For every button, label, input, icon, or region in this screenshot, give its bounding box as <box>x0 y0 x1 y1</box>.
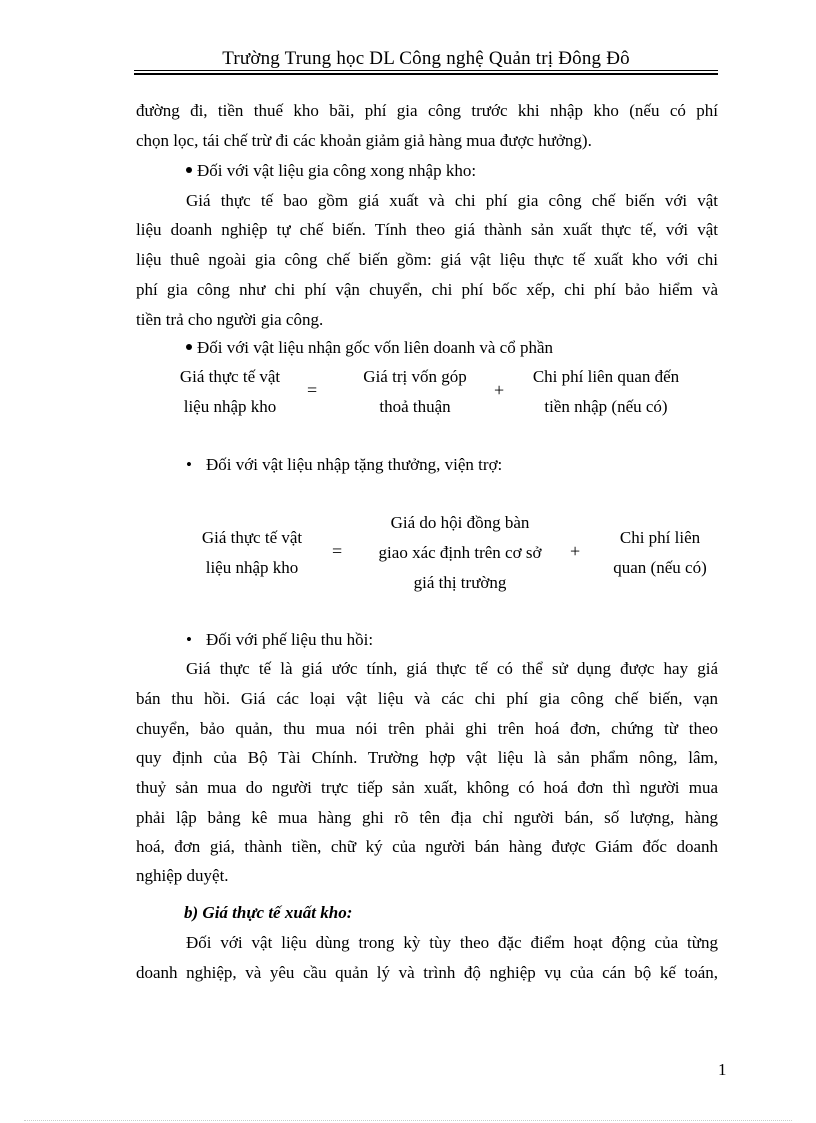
formula-text: liệu nhập kho <box>183 397 277 416</box>
formula-text: Chi phí liên <box>619 528 701 547</box>
paragraph-line: liệu doanh nghiệp tự chế biến. Tính theo giá thành sản xuất thực tế, với vật <box>136 220 718 239</box>
formula-text: Giá thực tế vật <box>179 367 281 386</box>
bullet-item-jointventure <box>186 338 553 358</box>
paragraph-line: chuyển, bảo quản, thu mua nói trên phải ghi trên hoá đơn, chứng từ theo <box>136 719 718 738</box>
bullet-text: Đối với vật liệu gia công xong nhập kho: <box>197 161 477 180</box>
formula-middle <box>340 367 490 417</box>
bullet-icon: • <box>186 630 192 649</box>
footer-rule <box>24 1120 792 1121</box>
formula-text: Giá do hội đồng bàn <box>390 513 530 532</box>
formula-right <box>595 528 725 578</box>
paragraph-line: Giá thực tế là giá ước tính, giá thực tế có thể sử dụng được hay giá <box>186 659 718 678</box>
paragraph-line: Giá thực tế bao gồm giá xuất và chi phí gia công chế biến với vật <box>186 191 718 210</box>
formula-text: thoả thuận <box>379 397 451 416</box>
formula-text: giao xác định trên cơ sở <box>378 543 542 562</box>
formula-text: quan (nếu có) <box>613 558 707 577</box>
plus-sign: + <box>570 541 581 561</box>
paragraph-line: phải lập bảng kê mua hàng ghi rõ tên địa chỉ người bán, số lượng, hàng <box>136 808 718 827</box>
equals-sign: = <box>307 380 318 400</box>
bullet-icon <box>186 167 192 173</box>
page-header: Trường Trung học DL Công nghệ Quản trị Đông Đô <box>222 48 630 69</box>
header-rule-thick <box>134 73 718 75</box>
formula-text: Chi phí liên quan đến <box>532 367 680 386</box>
page-number: 1 <box>718 1060 727 1079</box>
header-rule <box>134 70 718 71</box>
bullet-text: Đối với vật liệu nhận gốc vốn liên doanh và cổ phần <box>197 338 553 357</box>
bullet-item-scrap <box>186 630 373 650</box>
paragraph-line: hoá, đơn giá, thành tiền, chữ ký của người bán hàng được Giám đốc doanh <box>136 837 718 856</box>
bullet-icon <box>186 344 192 350</box>
formula-text: Giá trị vốn góp <box>363 367 467 386</box>
formula-text: liệu nhập kho <box>205 558 299 577</box>
bullet-item-reward <box>186 455 502 475</box>
paragraph-line: chọn lọc, tái chế trừ đi các khoản giảm giả hàng mua được hưởng). <box>136 131 592 150</box>
paragraph-line: doanh nghiệp, và yêu cầu quản lý và trình độ nghiệp vụ của cán bộ kế toán, <box>136 963 718 982</box>
formula-text: Giá thực tế vật <box>201 528 303 547</box>
formula-left <box>182 528 322 578</box>
formula-left <box>160 367 300 417</box>
equals-sign: = <box>332 541 343 561</box>
paragraph-line: tiền trả cho người gia công. <box>136 310 324 329</box>
paragraph-line: bán thu hồi. Giá các loại vật liệu và các chi phí gia công chế biến, vạn <box>136 689 718 708</box>
formula-right <box>516 367 696 417</box>
bullet-icon: • <box>186 455 192 474</box>
bullet-item-processed <box>186 161 476 181</box>
paragraph-line: thuỷ sản mua do người trực tiếp sản xuất, không có hoá đơn thì người mua <box>136 778 718 797</box>
paragraph-line: quy định của Bộ Tài Chính. Trường hợp vật liệu là sản phẩm nông, lâm, <box>136 748 718 767</box>
paragraph-line: liệu thuê ngoài gia công chế biến gồm: giá vật liệu thực tế xuất kho với chi <box>136 250 718 269</box>
bullet-text: Đối với vật liệu nhập tặng thưởng, viện trợ: <box>205 455 503 474</box>
formula-text: tiền nhập (nếu có) <box>544 397 668 416</box>
formula-text: giá thị trường <box>413 573 507 592</box>
plus-sign: + <box>494 380 505 400</box>
paragraph-line: đường đi, tiền thuế kho bãi, phí gia công trước khi nhập kho (nếu có phí <box>136 101 718 120</box>
bullet-text: Đối với phế liệu thu hồi: <box>205 630 374 649</box>
paragraph-line: phí gia công như chi phí vận chuyển, chi phí bốc xếp, chi phí bảo hiểm và <box>136 280 718 299</box>
paragraph-line: nghiệp duyệt. <box>136 866 229 885</box>
formula-middle <box>360 513 560 593</box>
section-heading: b) Giá thực tế xuất kho: <box>184 903 353 922</box>
paragraph-line: Đối với vật liệu dùng trong kỳ tùy theo đặc điểm hoạt động của từng <box>186 933 718 952</box>
